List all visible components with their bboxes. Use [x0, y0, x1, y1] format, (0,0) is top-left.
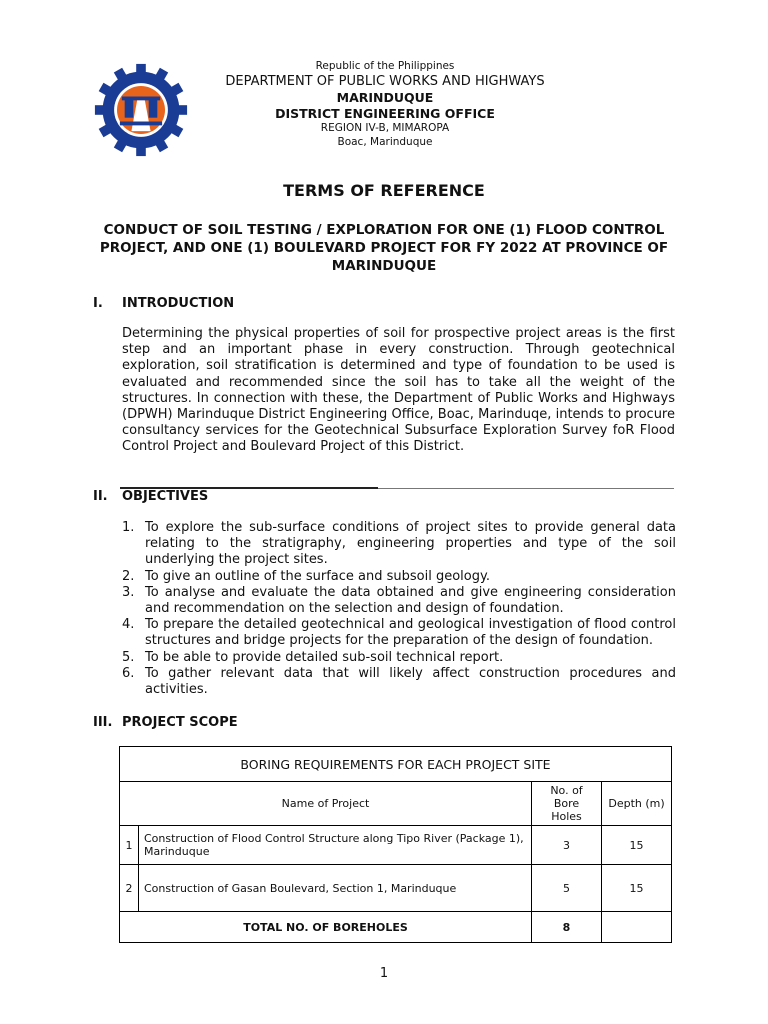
objective-item — [120, 650, 676, 666]
section-number-intro: I. — [93, 296, 103, 311]
objective-text: To gather relevant data that will likely affect construction procedures and activities. — [145, 665, 676, 698]
objective-text: To explore the sub-surface conditions of project sites to provide general data relating to the stratigraphy, engineering properties and type of the soil underlying the project sites. — [145, 520, 676, 568]
table-total-row — [120, 912, 672, 943]
objective-text: To prepare the detailed geotechnical and geological investigation of flood control structures and bridge projects for the preparation of the design of foundation. — [145, 617, 676, 649]
boring-requirements-table — [119, 746, 672, 943]
header-depth: Depth (m) — [602, 782, 672, 826]
page-number: 1 — [379, 966, 389, 981]
objective-number: 6. — [122, 665, 135, 681]
dpwh-logo-icon — [93, 62, 189, 158]
header-province: MARINDUQUE — [336, 90, 434, 105]
objective-number: 4. — [122, 617, 135, 633]
table-row — [120, 865, 672, 912]
total-value: 8 — [532, 912, 602, 943]
header-location: Boac, Marinduque — [337, 136, 433, 148]
header-project-name: Name of Project — [120, 782, 532, 826]
header-region: REGION IV-B, MIMAROPA — [320, 122, 450, 134]
objective-text: To analyse and evaluate the data obtained and give engineering consideration and recommendation on the selection and design of foundation. — [145, 584, 676, 617]
section-title-scope: PROJECT SCOPE — [122, 715, 238, 730]
row-project-name: Construction of Gasan Boulevard, Section 1, Marinduque — [139, 865, 532, 912]
section-number-objectives: II. — [93, 489, 108, 504]
objective-text: To be able to provide detailed sub-soil technical report. — [145, 649, 504, 665]
objective-item — [120, 666, 676, 698]
row-number: 1 — [120, 826, 139, 865]
objective-item — [120, 520, 676, 569]
intro-paragraph: Determining the physical properties of soil for prospective project areas is the first step and an important phase in every construction. Through geotechnical exploration, soil stratification is determined and type of foundation to be used is evaluated and recommended since the soil has to take all the weight of the structures. In connection with these, the Department of Public Works and Highways (DPWH) Marinduque District Engineering Office, Boac, Marinduqe, intends to procure consultancy services for the Geotechnical Subsurface Exploration Survey foR Flood Control Project and Boulevard Project of this District. — [122, 326, 675, 455]
objective-item — [120, 617, 676, 649]
document-title: TERMS OF REFERENCE — [283, 181, 485, 200]
total-label: TOTAL NO. OF BOREHOLES — [120, 912, 532, 943]
section-number-scope: III. — [93, 715, 113, 730]
header-bore-holes: No. of Bore Holes — [532, 782, 602, 826]
header-republic: Republic of the Philippines — [315, 60, 455, 72]
objective-item — [120, 585, 676, 617]
objective-item — [120, 569, 676, 585]
row-bore-holes: 3 — [532, 826, 602, 865]
row-project-name: Construction of Flood Control Structure along Tipo River (Package 1), Marinduque — [139, 826, 532, 865]
section-title-objectives: OBJECTIVES — [122, 489, 209, 504]
objectives-list — [120, 520, 676, 698]
row-bore-holes: 5 — [532, 865, 602, 912]
row-depth: 15 — [602, 865, 672, 912]
row-depth: 15 — [602, 826, 672, 865]
total-depth-empty — [602, 912, 672, 943]
objective-number: 5. — [122, 649, 135, 665]
objective-number: 3. — [122, 584, 135, 600]
objective-text: To give an outline of the surface and subsoil geology. — [145, 568, 490, 584]
header-department: DEPARTMENT OF PUBLIC WORKS AND HIGHWAYS — [225, 74, 545, 89]
header-office: DISTRICT ENGINEERING OFFICE — [275, 106, 495, 121]
table-header-row — [120, 782, 672, 826]
table-caption: BORING REQUIREMENTS FOR EACH PROJECT SITE — [120, 747, 672, 782]
row-number: 2 — [120, 865, 139, 912]
table-row — [120, 826, 672, 865]
document-subtitle: CONDUCT OF SOIL TESTING / EXPLORATION FOR ONE (1) FLOOD CONTROL PROJECT, AND ONE (1) BOULEVARD PROJECT FOR FY 2022 AT PROVINCE OF MARINDUQUE — [99, 222, 669, 274]
table-caption-row — [120, 747, 672, 782]
section-title-intro: INTRODUCTION — [122, 296, 235, 311]
objective-number: 1. — [122, 520, 135, 535]
objective-number: 2. — [122, 568, 135, 584]
